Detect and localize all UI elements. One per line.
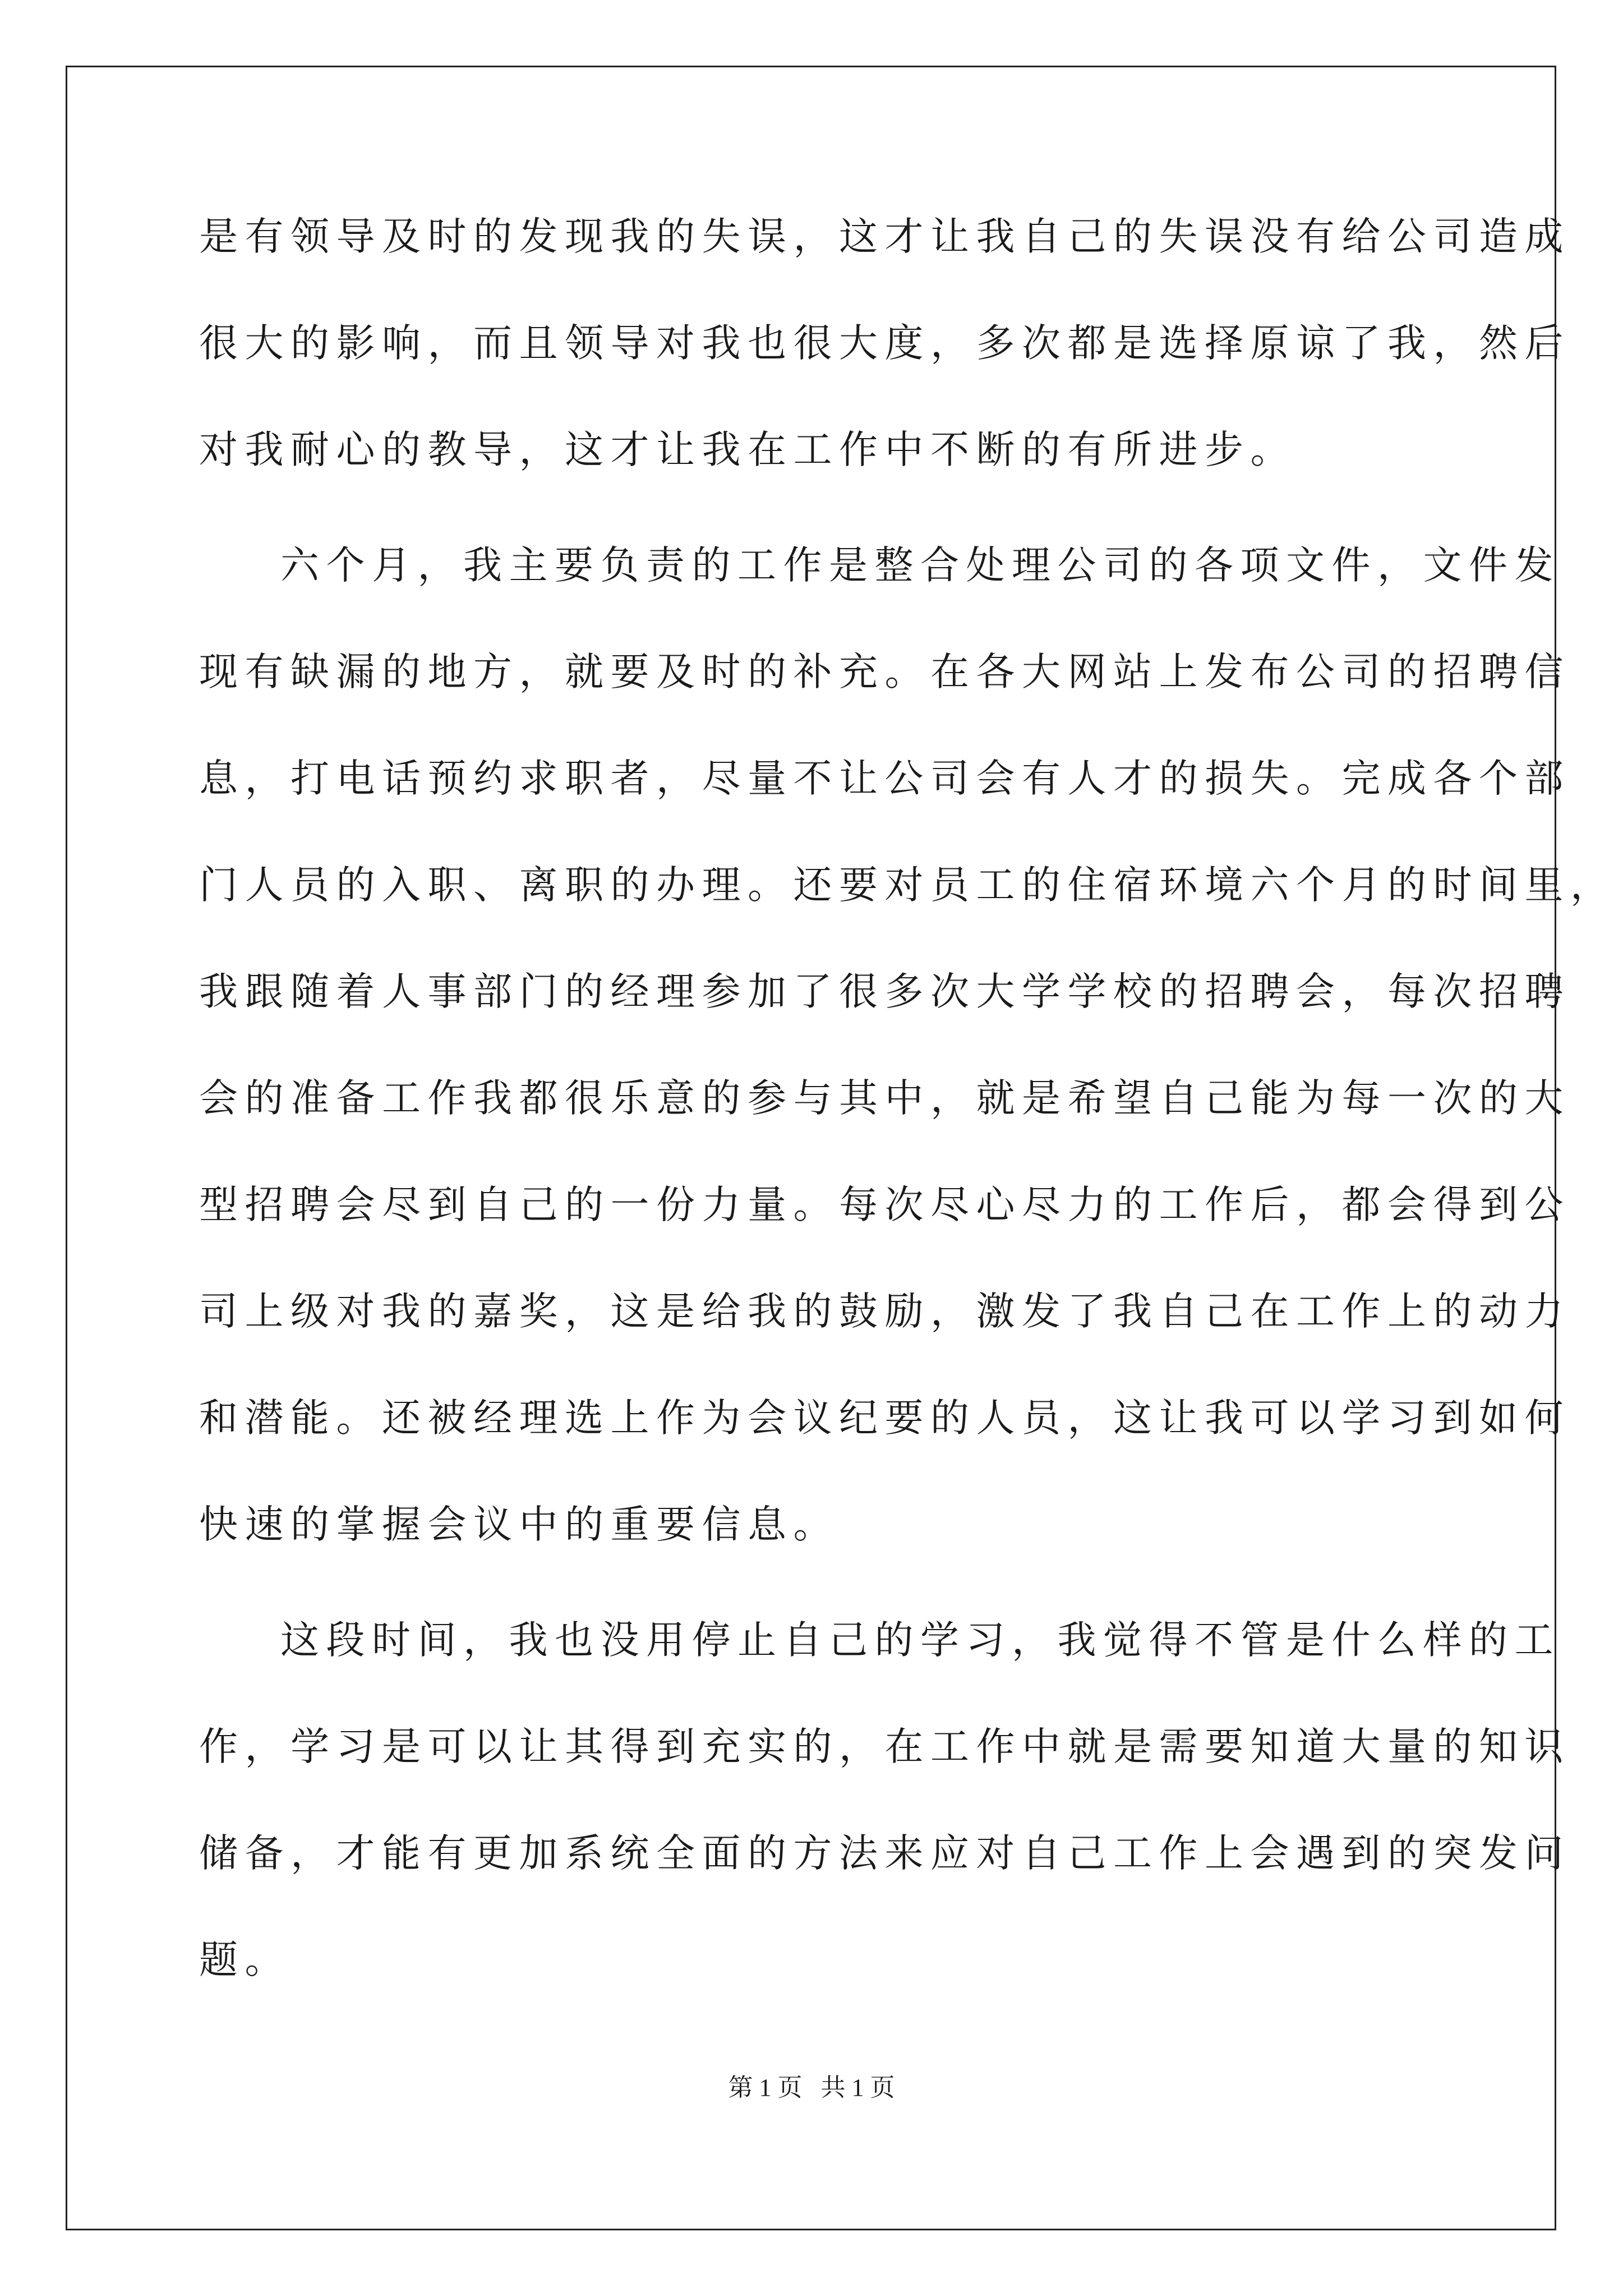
body-line-2: 很大的影响，而且领导对我也很大度，多次都是选择原谅了我，然后 [199,321,1570,366]
page-border [66,66,1556,2230]
body-line-5: 现有缺漏的地方，就要及时的补充。在各大网站上发布公司的招聘信 [199,650,1570,694]
body-line-11: 司上级对我的嘉奖，这是给我的鼓励，激发了我自己在工作上的动力 [199,1289,1570,1334]
body-line-1: 是有领导及时的发现我的失误，这才让我自己的失误没有给公司造成 [199,214,1570,259]
body-line-12: 和潜能。还被经理选上作为会议纪要的人员，这让我可以学习到如何 [199,1396,1570,1441]
body-line-17: 题。 [199,1938,291,1982]
body-line-9: 会的准备工作我都很乐意的参与其中，就是希望自己能为每一次的大 [199,1076,1570,1121]
body-line-3: 对我耐心的教导，这才让我在工作中不断的有所进步。 [199,427,1296,472]
paragraph-start-line: 六个月，我主要负责的工作是整合处理公司的各项文件，文件发 [280,543,1560,588]
body-line-10: 型招聘会尽到自己的一份力量。每次尽心尽力的工作后，都会得到公 [199,1182,1570,1227]
body-line-16: 储备，才能有更加系统全面的方法来应对自己工作上会遇到的突发问 [199,1831,1570,1876]
body-line-7: 门人员的入职、离职的办理。还要对员工的住宿环境六个月的时间里， [199,863,1616,908]
body-line-6: 息，打电话预约求职者，尽量不让公司会有人才的损失。完成各个部 [199,756,1570,801]
body-line-13: 快速的掌握会议中的重要信息。 [199,1502,839,1547]
body-line-8: 我跟随着人事部门的经理参加了很多次大学学校的招聘会，每次招聘 [199,969,1570,1014]
page-footer: 第 1 页 共 1 页 [728,2074,895,2101]
paragraph-start-line: 这段时间，我也没用停止自己的学习，我觉得不管是什么样的工 [280,1618,1560,1663]
body-line-15: 作，学习是可以让其得到充实的，在工作中就是需要知道大量的知识 [199,1724,1570,1769]
